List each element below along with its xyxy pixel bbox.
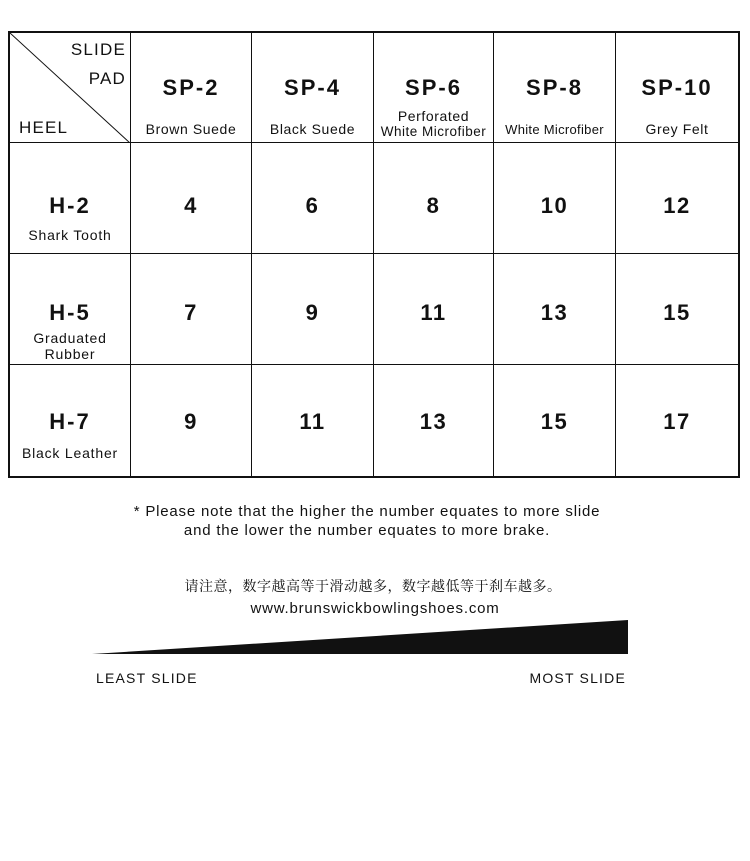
table-cell: 11 <box>299 409 326 434</box>
table-cell: 6 <box>305 193 320 218</box>
row-name: Shark Tooth <box>28 227 112 243</box>
column-code: SP-10 <box>641 75 713 100</box>
table-cell: 15 <box>540 409 569 434</box>
column-code: SP-4 <box>284 75 341 100</box>
website-url: www.brunswickbowlingshoes.com <box>250 600 500 617</box>
column-name: Perforated <box>397 108 470 124</box>
table-cell: 13 <box>419 409 448 434</box>
pad-label: PAD <box>88 69 126 88</box>
row-code: H-7 <box>49 409 91 434</box>
slide-label: SLIDE <box>70 40 126 59</box>
most-slide-label: MOST SLIDE <box>529 670 626 686</box>
column-name: White Microfiber <box>505 122 604 137</box>
row-code: H-5 <box>49 300 91 325</box>
note-chinese: 请注意，数字越高等于滑动越多，数字越低等于刹车越多。 <box>184 578 562 594</box>
column-code: SP-2 <box>162 75 220 100</box>
note-line-2: and the lower the number equates to more brake. <box>183 522 551 539</box>
table-cell: 15 <box>663 300 691 325</box>
row-divider <box>10 253 738 254</box>
row-code: H-2 <box>49 193 91 218</box>
table-cell: 12 <box>663 193 691 218</box>
table-cell: 9 <box>184 409 198 434</box>
least-slide-label: LEAST SLIDE <box>96 670 198 686</box>
table-cell: 4 <box>184 193 198 218</box>
slide-scale-wedge <box>92 618 630 656</box>
table-cell: 11 <box>420 300 447 325</box>
row-divider <box>10 364 738 365</box>
table-cell: 7 <box>184 300 198 325</box>
row-name: Black Leather <box>21 445 118 461</box>
note-line-1: * Please note that the higher the number equates to more slide <box>133 503 601 520</box>
table-cell: 13 <box>540 300 569 325</box>
slide-chart-table <box>8 31 740 478</box>
column-name: Black Suede <box>269 121 356 137</box>
column-name: White Microfiber <box>380 124 487 139</box>
heel-label: HEEL <box>19 118 69 137</box>
row-name: Rubber <box>44 346 96 362</box>
table-cell: 8 <box>426 193 441 218</box>
table-cell: 10 <box>540 193 569 218</box>
row-name: Graduated <box>33 330 107 346</box>
column-name: Brown Suede <box>145 121 237 137</box>
column-code: SP-8 <box>526 75 583 100</box>
column-code: SP-6 <box>405 75 462 100</box>
column-name: Grey Felt <box>645 121 709 137</box>
table-cell: 17 <box>663 409 691 434</box>
table-cell: 9 <box>305 300 320 325</box>
